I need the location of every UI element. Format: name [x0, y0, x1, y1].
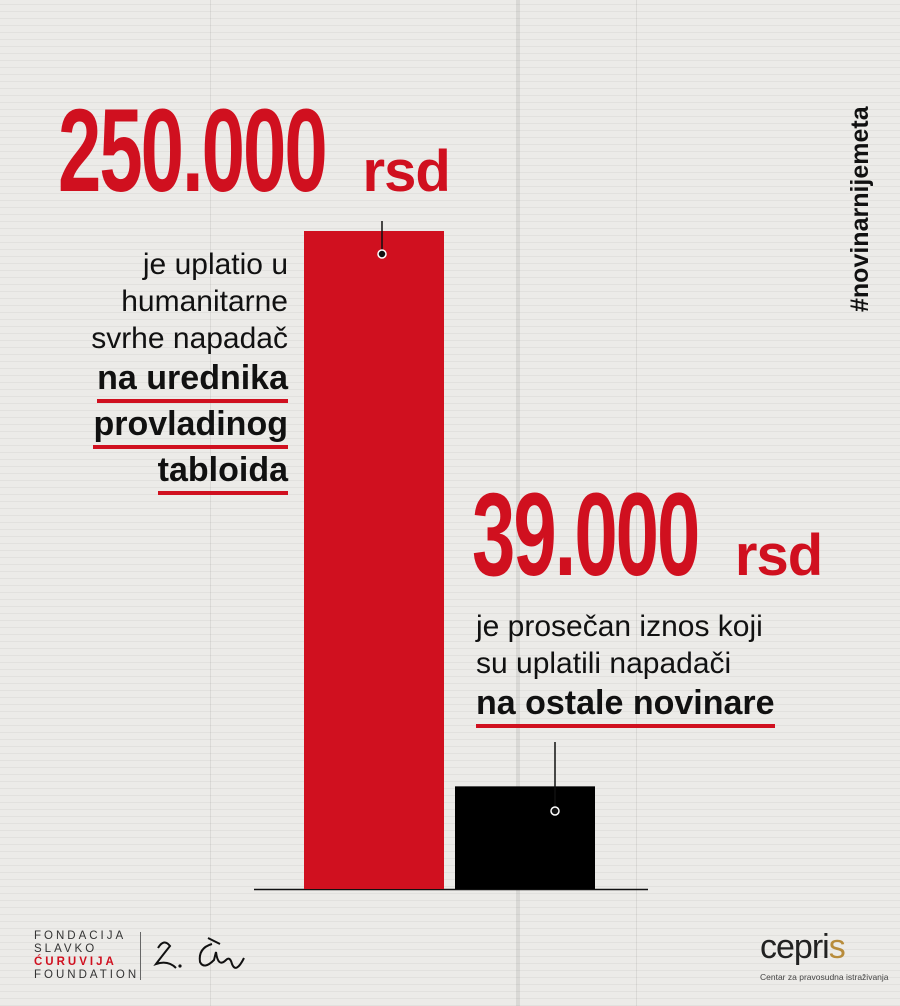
cepris-main: cepri — [760, 928, 829, 966]
bar1-desc-line: humanitarne — [121, 285, 288, 318]
fsc-line: ĆURUVIJA — [34, 956, 117, 968]
fsc-line: FONDACIJA — [34, 930, 127, 942]
bar2-pointer-dot — [551, 807, 559, 815]
cepris-subtitle: Centar za pravosudna istraživanja — [760, 972, 889, 982]
fsc-line: FOUNDATION — [34, 969, 140, 981]
bar2-value-label — [472, 469, 823, 601]
bar2-unit: rsd — [734, 523, 823, 588]
bar2-highlight: na ostale novinare — [476, 682, 775, 728]
bar2-desc-line: su uplatili napadači — [476, 647, 732, 680]
hashtag: #novinarnijemeta — [846, 106, 874, 312]
cepris-s: s — [828, 928, 845, 966]
bar1-value: 250.000 — [58, 85, 326, 217]
signature-icon — [150, 930, 250, 980]
bar1-unit: rsd — [362, 139, 450, 204]
bar1-value-label — [58, 85, 464, 217]
bar1-highlight: provladinog — [93, 403, 288, 449]
bar2-description — [476, 608, 876, 728]
bar1-highlight: tabloida — [158, 449, 288, 495]
fsc-line: SLAVKO — [34, 943, 98, 955]
cepris-logo — [760, 928, 845, 967]
bar1-pointer-dot — [378, 250, 386, 258]
logo-separator — [140, 932, 141, 980]
bar1-desc-line: je uplatio u — [142, 248, 288, 281]
bar2-desc-line: je prosečan iznos koji — [476, 610, 763, 643]
bar-2 — [455, 786, 595, 889]
bar1-desc-line: svrhe napadač — [91, 322, 288, 355]
bar-1 — [304, 231, 444, 889]
bar1-description — [20, 246, 288, 495]
bar1-highlight: na urednika — [97, 357, 288, 403]
fondacija-logo — [34, 930, 139, 982]
bar2-value: 39.000 — [472, 469, 699, 601]
